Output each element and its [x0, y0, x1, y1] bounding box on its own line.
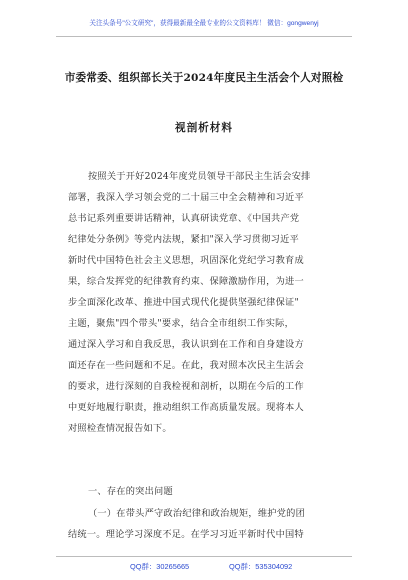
body-line: 部署，我深入学习领会党的二十届三中全会精神和习近平 — [68, 192, 304, 203]
body-line: 结统一。理论学习深度不足。在学习习近平新时代中国特 — [68, 529, 304, 540]
body-line: 主题，聚焦"四个带头"要求，结合全市组织工作实际， — [68, 318, 295, 329]
body-line: 果，综合发挥党的纪律教育约束、保障激励作用，为进一 — [68, 276, 304, 287]
body-line: 按照关于开好2024年度党员领导干部民主生活会安排 — [88, 171, 311, 182]
header-banner: 关注头条号"公文研究"，获得最新最全最专业的公文资料库！ 微信：gongwenyj — [89, 20, 319, 27]
body-line: 总书记系列重要讲话精神，认真研读党章、《中国共产党 — [68, 213, 300, 224]
body-line: 新时代中国特色社会主义思想，巩固深化党纪学习教育成 — [68, 255, 304, 266]
body-line: 纪律处分条例》等党内法规，紧扣"深入学习贯彻习近平 — [68, 234, 299, 245]
document-title-continued: 视剖析材料 — [175, 122, 233, 134]
section-heading: 一、存在的突出问题 — [88, 486, 173, 497]
footer-qq-group-1: QQ群：30265665 — [130, 562, 190, 571]
header-divider — [56, 36, 352, 37]
body-line: 中更好地履行职责，推动组织工作高质量发展。现将本人 — [68, 402, 304, 413]
body-line: 面还存在一些问题和不足。在此，我对照本次民主生活会 — [68, 360, 304, 371]
body-line: 的要求，进行深刻的自我检视和剖析，以期在今后的工作 — [68, 381, 304, 392]
document-title: 市委常委、组织部长关于2024年度民主生活会个人对照检 — [64, 72, 344, 84]
body-line: 通过深入学习和自我反思，我认识到在工作和自身建设方 — [68, 339, 304, 350]
footer-qq-group-2: QQ群：535304092 — [229, 562, 293, 571]
body-line: 步全面深化改革、推进中国式现代化提供坚强纪律保证" — [68, 297, 299, 308]
body-line: （一）在带头严守政治纪律和政治规矩，维护党的团 — [88, 508, 306, 519]
body-line: 对照检查情况报告如下。 — [68, 423, 172, 434]
footer-divider — [56, 556, 352, 557]
